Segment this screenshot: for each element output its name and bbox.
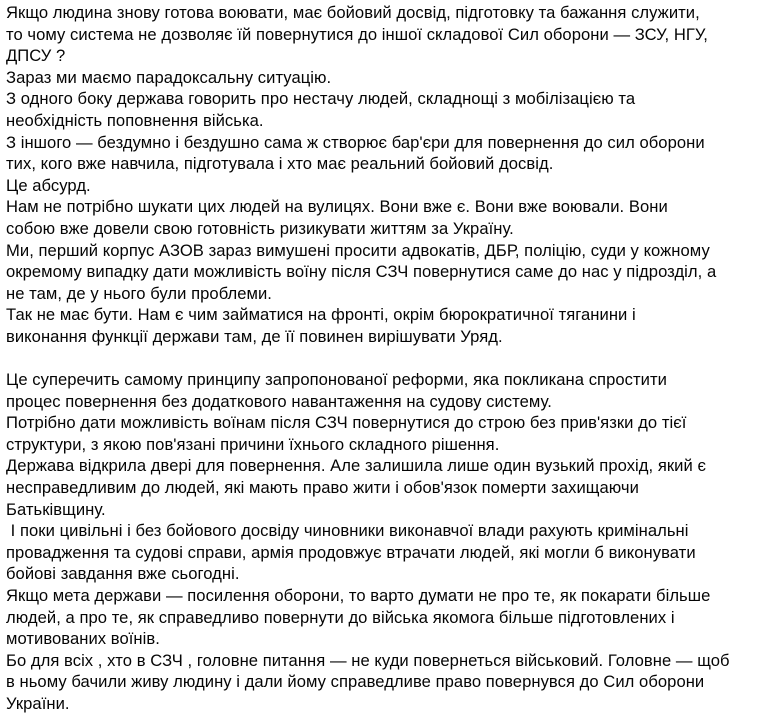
post-line: З одного боку держава говорить про нестачу людей, складнощі з мобілізацією та xyxy=(6,89,636,109)
post-line: Так не має бути. Нам є чим займатися на фронті, окрім бюрократичної тяганини і xyxy=(6,305,636,325)
post-line: З іншого — бездумно і бездушно сама ж створює бар'єри для повернення до сил оборони xyxy=(6,132,705,152)
post-line: тих, кого вже навчила, підготувала і хто має реальний бойовий досвід. xyxy=(6,154,554,174)
post-line: провадження та судові справи, армія продовжує втрачати людей, які могли б виконувати xyxy=(6,542,696,562)
post-line: Нам не потрібно шукати цих людей на вулицях. Вони вже є. Вони вже воювали. Вони xyxy=(6,197,668,217)
post-line: необхідність поповнення війська. xyxy=(6,110,264,130)
post-line: Держава відкрила двері для повернення. Але залишила лише один вузький прохід, який є xyxy=(6,456,706,476)
post-line: окремому випадку дати можливість воїну після СЗЧ повернутися саме до нас у підрозділ, а xyxy=(6,262,717,282)
paragraph-gap xyxy=(6,348,776,370)
post-line: І поки цивільні і без бойового досвіду чиновники виконавчої влади рахують кримінальні xyxy=(6,521,689,541)
post-line: виконання функції держави там, де її повинен вирішувати Уряд. xyxy=(6,326,503,346)
post-line: не там, де у нього були проблеми. xyxy=(6,283,272,303)
post-line: Потрібно дати можливість воїнам після СЗЧ повернутися до строю без прив'язки до тієї xyxy=(6,413,687,433)
post-line: собою вже довели свою готовність ризикувати життям за Україну. xyxy=(6,218,514,238)
post-text xyxy=(6,2,776,715)
post-line: то чому система не дозволяє їй повернутися до іншої складової Сил оборони — ЗСУ, НГУ, xyxy=(6,24,708,44)
post-line: Бо для всіх , хто в СЗЧ , головне питання — не куди повернеться військовий. Головне — щоб xyxy=(6,650,730,670)
post-line: мотивованих воїнів. xyxy=(6,629,160,649)
post-line: Батьківщину. xyxy=(6,499,106,519)
post-line: бойові завдання вже сьогодні. xyxy=(6,564,240,584)
post-line: ДПСУ ? xyxy=(6,46,66,66)
post-line: в ньому бачили живу людину і дали йому справедливе право повернувся до Сил оборони xyxy=(6,672,705,692)
post-line: України. xyxy=(6,694,70,713)
post-line: структури, з якою пов'язані причини їхнього складного рішення. xyxy=(6,434,500,454)
post-line: Це абсурд. xyxy=(6,175,91,195)
post-line: Це суперечить самому принципу запропонованої реформи, яка покликана спростити xyxy=(6,370,667,390)
post-line: Якщо людина знову готова воювати, має бойовий досвід, підготовку та бажання служити, xyxy=(6,3,700,22)
post-line: несправедливим до людей, які мають право жити і обов'язок померти захищаючи xyxy=(6,478,639,498)
post-line: Зараз ми маємо парадоксальну ситуацію. xyxy=(6,67,332,87)
post-line: Ми, перший корпус АЗОВ зараз вимушені просити адвокатів, ДБР, поліцію, суди у кожному xyxy=(6,240,710,260)
post-line: процес повернення без додаткового навантаження на судову систему. xyxy=(6,391,552,411)
post-line: Якщо мета держави — посилення оборони, то варто думати не про те, як покарати більше xyxy=(6,586,711,606)
post-line: людей, а про те, як справедливо повернути до війська якомога більше підготовлених і xyxy=(6,607,675,627)
